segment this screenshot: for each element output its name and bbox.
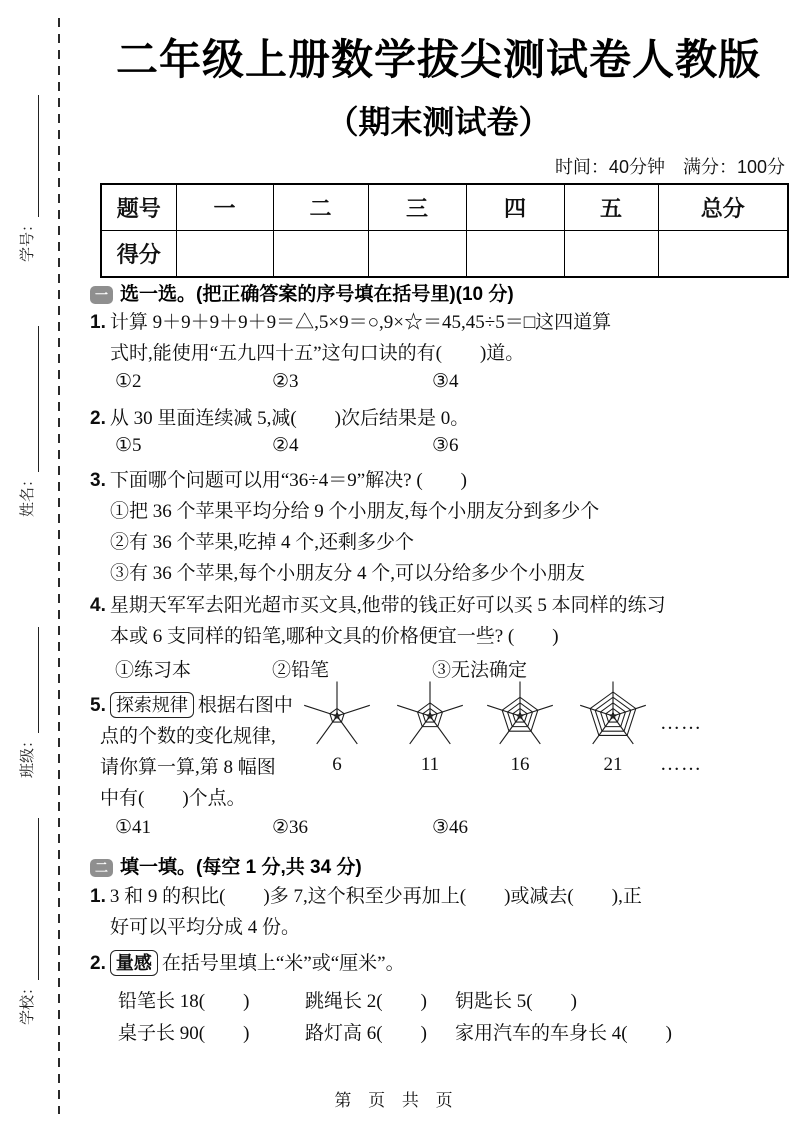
exam-time-score-info: 时间：40分钟 满分：100分 xyxy=(554,157,785,177)
web-figure-2 xyxy=(385,680,475,776)
fill-item: 钥匙长 5( ) xyxy=(455,991,577,1012)
question-number: 4. xyxy=(90,595,106,616)
section1-title: 选一选。(把正确答案的序号填在括号里)(10 分) xyxy=(120,284,514,305)
fill-blank-row-2 xyxy=(90,1018,787,1046)
option-item: ③无法确定 xyxy=(432,660,528,681)
pentagon-web-icon xyxy=(388,680,472,752)
student-id-blank-line xyxy=(22,95,39,217)
question-line: 点的个数的变化规律, xyxy=(100,726,276,747)
option-item: ②4 xyxy=(272,435,299,456)
figure-value: 11 xyxy=(420,754,440,775)
score-table xyxy=(100,183,789,278)
class-blank-line xyxy=(22,627,39,733)
name-blank-line xyxy=(22,326,39,472)
option-item: ③6 xyxy=(432,435,459,456)
question-text: 从 30 里面连续减 5,减( )次后结果是 0。 xyxy=(109,408,470,429)
score-table-cell-empty xyxy=(564,231,658,278)
question-line: ③有 36 个苹果,每个小朋友分 4 个,可以分给多少个小朋友 xyxy=(110,563,586,584)
question-3 xyxy=(90,465,790,589)
section1-heading xyxy=(90,279,787,305)
option-item: ③4 xyxy=(432,371,459,392)
question-line: 式时,能使用“五九四十五”这句口诀的有( )道。 xyxy=(110,343,525,364)
fill-item: 家用汽车的车身长 4( ) xyxy=(455,1023,672,1044)
question-4 xyxy=(90,590,790,652)
score-table-header-row xyxy=(101,184,788,231)
question-line xyxy=(90,881,790,912)
question-number: 2. xyxy=(90,408,106,429)
question-5 xyxy=(90,690,310,814)
question-text: 3 和 9 的积比( )多 7,这个积至少再加上( )或减去( ),正 xyxy=(109,886,642,907)
score-table-cell: 五 xyxy=(564,184,658,231)
score-table-cell-empty xyxy=(658,231,788,278)
option-item: ③46 xyxy=(432,817,469,838)
figure-value: 16 xyxy=(510,754,530,775)
margin-field-label: 学号： xyxy=(19,216,36,262)
question-line xyxy=(90,307,790,338)
figure-value: 21 xyxy=(603,754,623,775)
score-table-cell: 二 xyxy=(273,184,368,231)
fill-item: 铅笔长 18( ) xyxy=(118,991,250,1012)
margin-field-name xyxy=(17,326,39,517)
option-item: ①5 xyxy=(115,435,142,456)
option-item: ②3 xyxy=(272,371,299,392)
question-number: 1. xyxy=(90,886,106,907)
option-item: ②铅笔 xyxy=(272,660,330,681)
web-figure-4 xyxy=(568,680,658,776)
margin-field-school xyxy=(17,818,39,1025)
explore-pattern-tag: 探索规律 xyxy=(110,692,194,718)
score-table-cell: 三 xyxy=(368,184,466,231)
question-number: 3. xyxy=(90,470,106,491)
question-number: 2. xyxy=(90,953,106,974)
section-number-icon: 一 xyxy=(90,286,113,304)
quantity-sense-tag: 量感 xyxy=(110,950,158,976)
question-text: 计算 9＋9＋9＋9＋9＝△,5×9＝○,9×☆＝45,45÷5＝□这四道算 xyxy=(109,312,612,333)
question-line xyxy=(90,690,310,721)
option-item: ①2 xyxy=(115,371,142,392)
score-table-cell-empty xyxy=(176,231,273,278)
exam-subtitle: （期末测试卷） xyxy=(326,104,551,140)
fill-item: 路灯高 6( ) xyxy=(305,1023,427,1044)
section2-title: 填一填。(每空 1 分,共 34 分) xyxy=(120,857,362,878)
question-4-options xyxy=(90,655,787,683)
question-text: 根据右图中 xyxy=(197,695,293,716)
fill-item: 桌子长 90( ) xyxy=(118,1023,250,1044)
fill-blank-row-1 xyxy=(90,986,787,1014)
question-text: 在括号里填上“米”或“厘米”。 xyxy=(161,953,405,974)
pentagon-web-icon xyxy=(478,680,562,752)
section2-question-2 xyxy=(90,948,790,979)
cut-line xyxy=(58,18,60,1114)
score-table-cell-empty xyxy=(466,231,564,278)
question-line xyxy=(90,590,790,621)
question-2 xyxy=(90,403,790,434)
section-number-icon: 二 xyxy=(90,859,113,877)
section2-heading xyxy=(90,852,787,878)
question-line xyxy=(90,465,790,496)
question-text: 星期天军军去阳光超市买文具,他带的钱正好可以买 5 本同样的练习 xyxy=(109,595,666,616)
score-table-cell: 总分 xyxy=(658,184,788,231)
question-line: 本或 6 支同样的铅笔,哪种文具的价格便宜一些? ( ) xyxy=(110,626,559,647)
option-item: ①练习本 xyxy=(115,660,192,681)
figure-value: 6 xyxy=(332,754,342,775)
question-line xyxy=(90,403,790,434)
question-number: 1. xyxy=(90,312,106,333)
score-table-cell: 一 xyxy=(176,184,273,231)
question-line: ①把 36 个苹果平均分给 9 个小朋友,每个小朋友分到多少个 xyxy=(110,501,600,522)
ellipsis-figures: …… xyxy=(660,712,702,734)
pentagon-web-icon xyxy=(571,680,655,752)
option-item: ②36 xyxy=(272,817,309,838)
web-figure-1 xyxy=(292,680,382,776)
question-line xyxy=(90,948,790,979)
option-item: ①41 xyxy=(115,817,152,838)
margin-field-label: 姓名： xyxy=(19,471,36,517)
section2-question-1 xyxy=(90,881,790,943)
exam-title: 二年级上册数学拔尖测试卷人教版 xyxy=(115,36,761,83)
pentagon-web-icon xyxy=(295,680,379,752)
question-1 xyxy=(90,307,790,369)
page-footer: 第 页 共 页 xyxy=(334,1091,459,1110)
question-1-options xyxy=(90,370,787,398)
ellipsis-values: …… xyxy=(660,753,702,775)
question-line: ②有 36 个苹果,吃掉 4 个,还剩多少个 xyxy=(110,532,415,553)
margin-field-label: 班级： xyxy=(19,732,36,778)
question-2-options xyxy=(90,434,787,462)
question-5-options xyxy=(90,816,787,844)
margin-field-student-id xyxy=(17,95,39,262)
question-line: 请你算一算,第 8 幅图 xyxy=(100,757,276,778)
question-text: 下面哪个问题可以用“36÷4＝9”解决? ( ) xyxy=(109,470,467,491)
question-number: 5. xyxy=(90,695,106,716)
score-table-cell: 题号 xyxy=(101,184,176,231)
margin-field-label: 学校： xyxy=(19,979,36,1025)
question-line: 中有( )个点。 xyxy=(100,788,246,809)
fill-item: 跳绳长 2( ) xyxy=(305,991,427,1012)
score-table-cell: 得分 xyxy=(101,231,176,278)
score-table-cell-empty xyxy=(368,231,466,278)
school-blank-line xyxy=(22,818,39,980)
score-table-cell: 四 xyxy=(466,184,564,231)
score-table-score-row xyxy=(101,231,788,278)
web-figure-3 xyxy=(475,680,565,776)
question-line: 好可以平均分成 4 份。 xyxy=(110,917,301,938)
score-table-cell-empty xyxy=(273,231,368,278)
margin-field-class xyxy=(17,627,39,778)
